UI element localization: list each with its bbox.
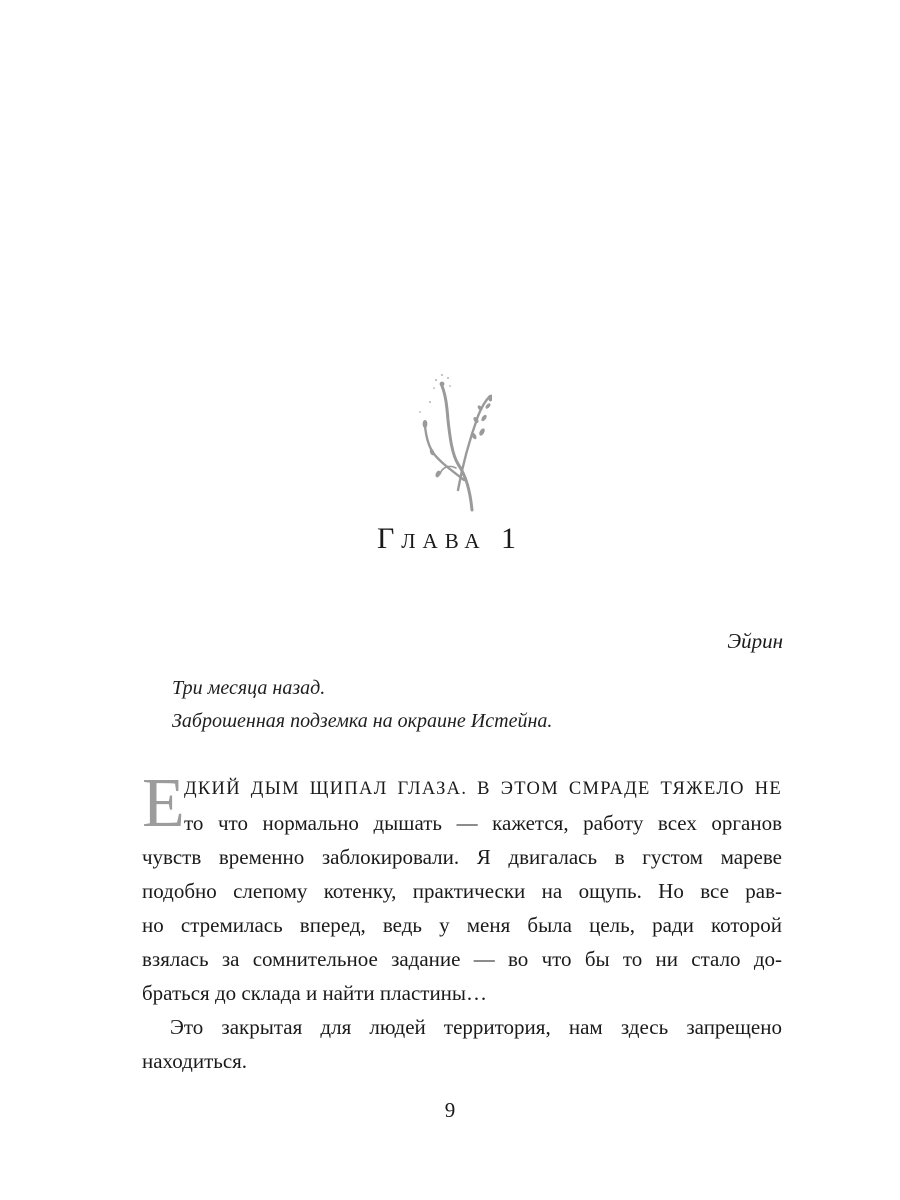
body-text	[142, 765, 782, 1078]
plant-sprig-icon	[412, 372, 492, 512]
pov-character-name: Эйрин	[727, 629, 783, 653]
text-line: то что нормально дышать — кажется, работу всех органов	[184, 811, 782, 835]
text-line: подобно слепому котенку, практически на ощупь. Но все рав-	[142, 879, 782, 903]
page-number: 9	[444, 1098, 456, 1122]
chapter-title: Глава 1	[376, 522, 524, 555]
text-line: но стремилась вперед, ведь у меня была цель, ради которой	[142, 913, 782, 937]
text-line: Это закрытая для людей территория, нам здесь запрещено	[170, 1015, 782, 1039]
text-line: ДКИЙ ДЫМ ЩИПАЛ ГЛАЗА. В ЭТОМ СМРАДЕ ТЯЖЕЛО НЕ	[184, 779, 782, 799]
drop-cap: Е	[142, 765, 185, 842]
setting-time: Три месяца назад.	[172, 677, 326, 699]
text-line: браться до склада и найти пластины…	[142, 981, 488, 1005]
text-line: чувств временно заблокировали. Я двигалась в густом мареве	[142, 845, 782, 869]
setting-epigraph	[172, 672, 552, 738]
text-line: находиться.	[142, 1049, 248, 1073]
text-line: взялась за сомнительное задание — во что бы то ни стало до-	[142, 947, 782, 971]
setting-place: Заброшенная подземка на окраине Истейна.	[172, 710, 553, 732]
